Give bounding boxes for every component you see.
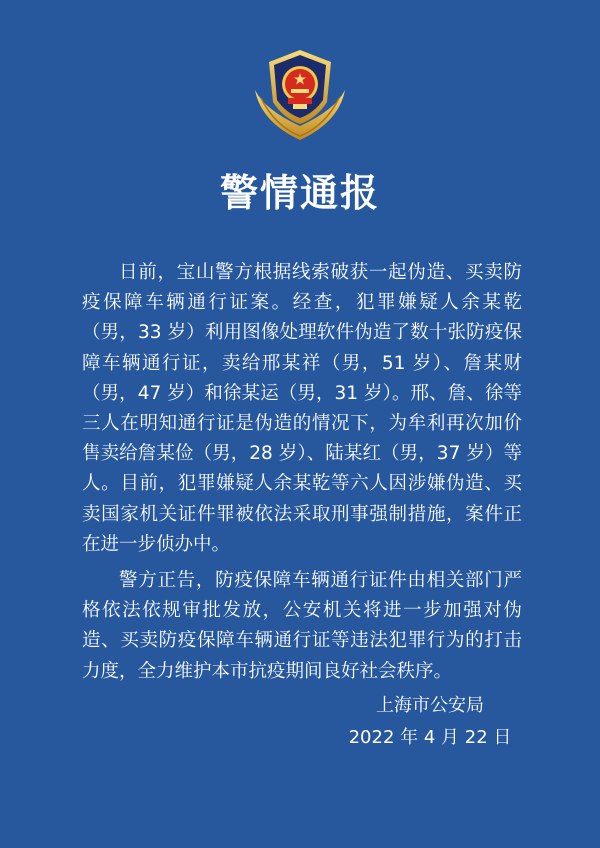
page-title: 警情通报 <box>219 171 380 215</box>
police-badge-icon <box>247 40 353 146</box>
notice-body <box>82 258 522 687</box>
issue-date: 2022 年 4 月 22 日 <box>348 727 512 748</box>
paragraph-case-details: 日前，宝山警方根据线索破获一起伪造、买卖防疫保障车辆通行证案。经查，犯罪嫌疑人余某乾（男，33 岁）利用图像处理软件伪造了数十张防疫保障车辆通行证，卖给邢某祥（男，51 岁）、詹某财（男，47 岁）和徐某运（男，31 岁）。邢、詹、徐等三人在明知通行证是伪造的情况下，为牟利再次加价售卖给詹某俭（男，28 岁）、陆某红（男，37 岁）等人。目前，犯罪嫌疑人余某乾等六人因涉嫌伪造、买卖国家机关证件罪被依法采取刑事强制措施，案件正在进一步侦办中。 <box>82 262 522 555</box>
signature-block <box>340 690 520 754</box>
paragraph-police-warning: 警方正告，防疫保障车辆通行证件由相关部门严格依法依规审批发放，公安机关将进一步加强对伪造、买卖防疫保障车辆通行证等违法犯罪行为的打击力度，全力维护本市抗疫期间良好社会秩序。 <box>82 570 522 682</box>
issuing-organization: 上海市公安局 <box>376 695 484 716</box>
